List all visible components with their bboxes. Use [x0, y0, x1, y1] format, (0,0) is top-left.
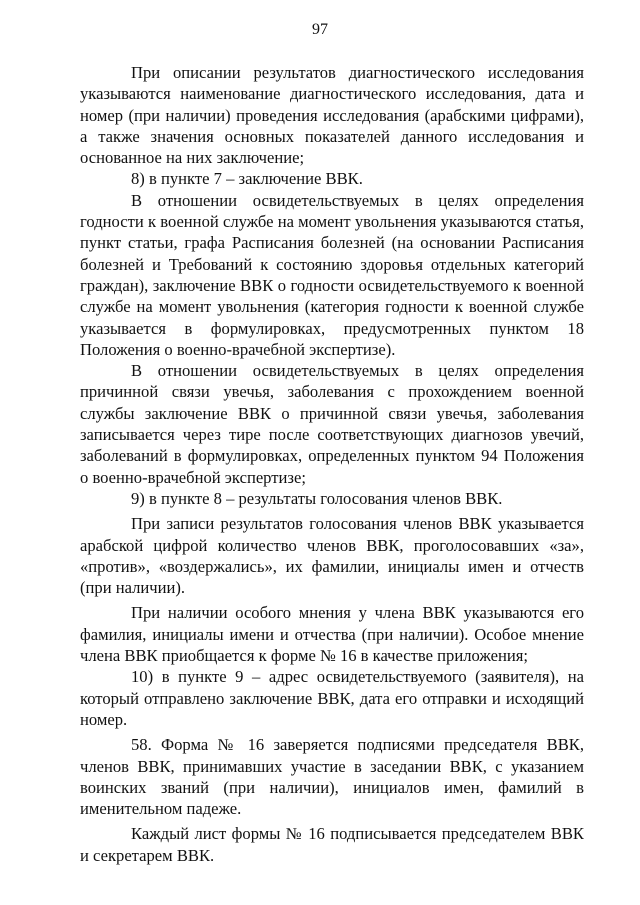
paragraph-signature-each-sheet: Каждый лист формы № 16 подписывается председателем ВВК и секретарем ВВК.	[80, 824, 584, 865]
paragraph-causal-link: В отношении освидетельствуемых в целях определения причинной связи увечья, заболевания с прохождением военной службы заключение ВВК о причинной связи увечья, заболевания записывается через тире после соответствующих диагнозов увечий, заболеваний в формулировках, определенных пунктом 94 Положения о военно-врачебной экспертизе;	[80, 361, 584, 487]
paragraph-item-10: 10) в пункте 9 – адрес освидетельствуемого (заявителя), на который отправлено заключение ВВК, дата его отправки и исходящий номер.	[80, 667, 584, 729]
paragraph-voting-results: При записи результатов голосования членов ВВК указывается арабской цифрой количество членов ВВК, проголосовавших «за», «против», «воздержались», их фамилии, инициалы имен и отчеств (при наличии).	[80, 514, 584, 598]
paragraph-diagnostic-results: При описании результатов диагностического исследования указываются наименование диагностического исследования, дата и номер (при наличии) проведения исследования (арабскими цифрами), а также значения основных показателей данного исследования и основанное на них заключение;	[80, 63, 584, 168]
paragraph-fitness-dismissal: В отношении освидетельствуемых в целях определения годности к военной службе на момент увольнения указываются статья, пункт статьи, графа Расписания болезней (на основании Расписания болезней и Требований к состоянию здоровья отдельных категорий граждан), заключение ВВК о годности освидетельствуемого к военной службе на момент увольнения (категория годности к военной службе указывается в формулировках, предусмотренных пунктом 18 Положения о военно-врачебной экспертизе).	[80, 190, 584, 359]
paragraph-58: 58. Форма № 16 заверяется подписями председателя ВВК, членов ВВК, принимавших участие в заседании ВВК, с указанием воинских званий (при наличии), инициалов имен, фамилий в именительном падеже.	[80, 735, 584, 819]
document-body	[80, 62, 584, 866]
paragraph-item-9: 9) в пункте 8 – результаты голосования членов ВВК.	[131, 488, 503, 508]
paragraph-item-8: 8) в пункте 7 – заключение ВВК.	[131, 169, 363, 189]
paragraph-dissenting-opinion: При наличии особого мнения у члена ВВК указываются его фамилия, инициалы имени и отчества (при наличии). Особое мнение члена ВВК приобщается к форме № 16 в качестве приложения;	[80, 603, 584, 666]
page-number: 97	[312, 21, 328, 38]
